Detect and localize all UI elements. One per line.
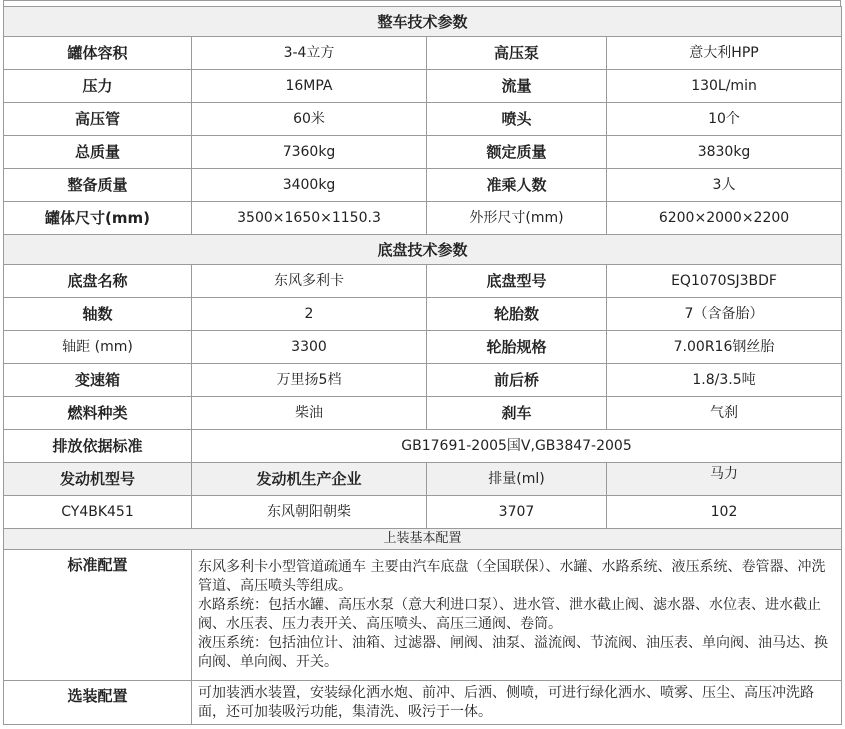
value-cell: 130L/min [607, 70, 842, 103]
value-cell: 60米 [192, 103, 427, 136]
section-upper [4, 529, 842, 550]
section-title: 整车技术参数 [4, 7, 842, 37]
value-cell: 3500×1650×1150.3 [192, 202, 427, 235]
label-cell: 喷头 [427, 103, 607, 136]
standard-config-text [192, 550, 842, 681]
emission-row [4, 430, 842, 463]
table-row [4, 331, 842, 364]
value-cell: CY4BK451 [4, 496, 192, 529]
label-cell: 刹车 [427, 397, 607, 430]
table-row [4, 37, 842, 70]
value-cell: 2 [192, 298, 427, 331]
label-cell: 准乘人数 [427, 169, 607, 202]
table-row [4, 169, 842, 202]
column-header: 排量(ml) [427, 463, 607, 496]
value-cell: 7360kg [192, 136, 427, 169]
table-row [4, 397, 842, 430]
label-cell: 高压泵 [427, 37, 607, 70]
spec-table [3, 6, 842, 725]
value-cell: EQ1070SJ3BDF [607, 265, 842, 298]
config-paragraph: 东风多利卡小型管道疏通车 主要由汽车底盘（全国联保）、水罐、水路系统、液压系统、卷管器、冲洗管道、高压喷头等组成。 [198, 559, 826, 594]
table-row [4, 136, 842, 169]
label-cell: 标准配置 [4, 550, 192, 681]
value-cell: 7（含备胎） [607, 298, 842, 331]
value-cell: 102 [607, 496, 842, 529]
standard-config-row [4, 550, 842, 681]
label-cell: 排放依据标准 [4, 430, 192, 463]
value-cell: 3人 [607, 169, 842, 202]
value-cell: 柴油 [192, 397, 427, 430]
column-header: 发动机生产企业 [192, 463, 427, 496]
label-cell: 燃料种类 [4, 397, 192, 430]
engine-header-row [4, 463, 842, 496]
label-cell: 轴距 (mm) [4, 331, 192, 364]
label-cell: 额定质量 [427, 136, 607, 169]
config-paragraph: 液压系统：包括油位计、油箱、过滤器、闸阀、油泵、溢流阀、节流阀、油压表、单向阀、油马达、换向阀、单向阀、开关。 [198, 635, 828, 670]
value-cell: 16MPA [192, 70, 427, 103]
label-cell: 流量 [427, 70, 607, 103]
section-chassis [4, 235, 842, 265]
value-cell: GB17691-2005国Ⅴ,GB3847-2005 [192, 430, 842, 463]
column-header: 马力 [607, 463, 842, 496]
label-cell: 轮胎规格 [427, 331, 607, 364]
value-cell: 3400kg [192, 169, 427, 202]
label-cell: 底盘型号 [427, 265, 607, 298]
spec-sheet [3, 0, 841, 729]
table-row [4, 202, 842, 235]
label-cell: 轴数 [4, 298, 192, 331]
value-cell: 10个 [607, 103, 842, 136]
table-row [4, 364, 842, 397]
value-cell: 万里扬5档 [192, 364, 427, 397]
label-cell: 轮胎数 [427, 298, 607, 331]
value-cell: 东风多利卡 [192, 265, 427, 298]
value-cell: 3707 [427, 496, 607, 529]
optional-config-row [4, 681, 842, 725]
label-cell: 压力 [4, 70, 192, 103]
table-row [4, 298, 842, 331]
label-cell: 前后桥 [427, 364, 607, 397]
engine-value-row [4, 496, 842, 529]
value-cell: 意大利HPP [607, 37, 842, 70]
label-cell: 罐体尺寸(mm) [4, 202, 192, 235]
value-cell: 气刹 [607, 397, 842, 430]
label-cell: 变速箱 [4, 364, 192, 397]
value-cell: 7.00R16钢丝胎 [607, 331, 842, 364]
value-cell: 6200×2000×2200 [607, 202, 842, 235]
section-title: 底盘技术参数 [4, 235, 842, 265]
value-cell: 1.8/3.5吨 [607, 364, 842, 397]
label-cell: 底盘名称 [4, 265, 192, 298]
config-paragraph: 水路系统：包括水罐、高压水泵（意大利进口泵）、进水管、泄水截止阀、滤水器、水位表、进水截止阀、水压表、压力表开关、高压喷头、高压三通阀、卷筒。 [198, 597, 821, 632]
value-cell: 3-4立方 [192, 37, 427, 70]
section-vehicle [4, 7, 842, 37]
value-cell: 3830kg [607, 136, 842, 169]
label-cell: 总质量 [4, 136, 192, 169]
value-cell: 东风朝阳朝柴 [192, 496, 427, 529]
section-title: 上装基本配置 [4, 529, 842, 550]
label-cell: 外形尺寸(mm) [427, 202, 607, 235]
label-cell: 罐体容积 [4, 37, 192, 70]
column-header: 发动机型号 [4, 463, 192, 496]
table-row [4, 265, 842, 298]
label-cell: 高压管 [4, 103, 192, 136]
label-cell: 选装配置 [4, 681, 192, 725]
label-cell: 整备质量 [4, 169, 192, 202]
table-row [4, 70, 842, 103]
value-cell: 3300 [192, 331, 427, 364]
optional-config-text: 可加装洒水装置，安装绿化洒水炮、前冲、后洒、侧喷，可进行绿化洒水、喷雾、压尘、高压冲洗路面，还可加装吸污功能，集清洗、吸污于一体。 [192, 681, 842, 725]
table-row [4, 103, 842, 136]
